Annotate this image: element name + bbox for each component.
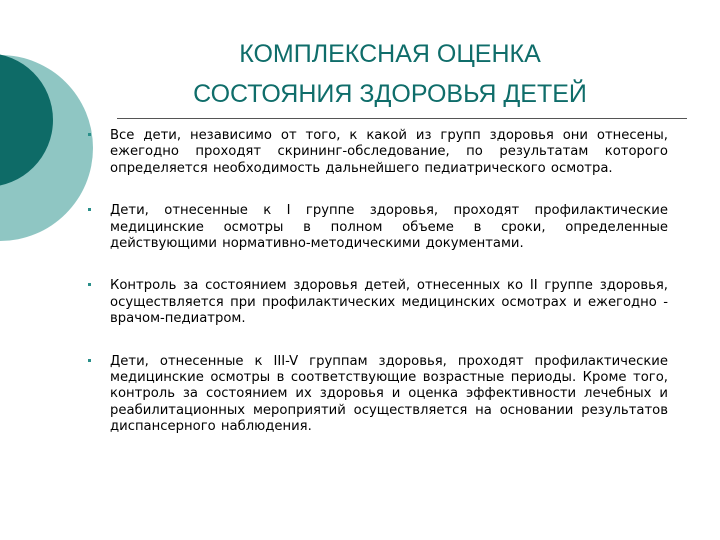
bullet-text: Дети, отнесенные к I группе здоровья, проходят профилактические медицинские осмотры в полном объеме в сроки, определенные действующими нормативно-методическими документами. bbox=[110, 203, 668, 252]
bullet-item bbox=[84, 354, 668, 436]
bullet-marker bbox=[88, 359, 91, 362]
bullet-item bbox=[84, 203, 668, 252]
slide-title-line-2: СОСТОЯНИЯ ЗДОРОВЬЯ ДЕТЕЙ bbox=[193, 80, 587, 108]
slide-title-line-1: КОМПЛЕКСНАЯ ОЦЕНКА bbox=[239, 40, 541, 68]
bullet-marker bbox=[88, 208, 91, 211]
bullet-text: Контроль за состоянием здоровья детей, отнесенных ко II группе здоровья, осуществляется при профилактических медицинских осмотрах и ежегодно - врачом-педиатром. bbox=[110, 278, 668, 327]
bullet-item bbox=[84, 128, 668, 177]
bullet-text: Все дети, независимо от того, к какой из групп здоровья они отнесены, ежегодно проходят скрининг-обследование, по результатам которого определяется необходимость дальнейшего педиатрического осмотра. bbox=[110, 128, 668, 176]
bullet-marker bbox=[88, 133, 91, 136]
bullet-item bbox=[84, 278, 668, 327]
title-divider bbox=[117, 118, 687, 119]
slide-title bbox=[110, 34, 670, 114]
bullet-list bbox=[84, 128, 668, 462]
bullet-text: Дети, отнесенные к III-V группам здоровья, проходят профилактические медицинские осмотры в соответствующие возрастные периоды. Кроме того, контроль за состоянием их здоровья и оценка эффективности лечебных и реабилитационных мероприятий осуществляется на основании результатов диспансерного наблюдения. bbox=[110, 353, 668, 435]
bullet-marker bbox=[88, 283, 91, 286]
